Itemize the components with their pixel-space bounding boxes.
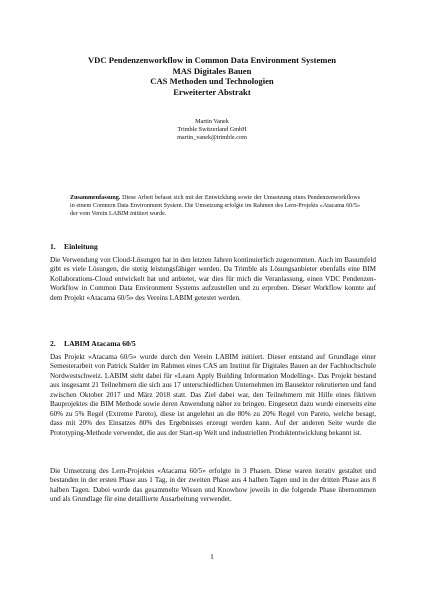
section-2-heading	[50, 339, 136, 348]
section-1-title: Einleitung	[64, 242, 98, 251]
title-line-4: Erweiterter Abstrakt	[173, 86, 251, 97]
title-line-3: CAS Methoden und Technologien	[150, 76, 274, 87]
author-name: Martin Vanek	[195, 118, 229, 125]
title-line-1: VDC Pendenzenworkflow in Common Data Environment Systemen	[87, 55, 337, 65]
author-company: Trimble Switzerland GmbH	[177, 126, 247, 133]
author-email: martin_vanek@trimble.com	[177, 134, 247, 141]
section-2-paragraph-2: Die Umsetzung des Lern-Projektes «Atacama 60/5» erfolgte in 3 Phasen. Diese waren iterativ gestaltet und bestanden in der ersten Phase aus 1 Tag, in der zweiten Phase aus 4 halben Tagen und in der dritten Phase aus 8 halben Tagen. Dabei wurde das gesammelte Wissen und Knowhow jeweils in die folgende Phase übernommen und als Grundlage für eine detaillierte Ausarbeitung verwendet.	[50, 467, 376, 504]
section-1-paragraph: Die Verwendung von Cloud-Lösungen hat in den letzten Jahren kontinuierlich zugenommen. Auch im Bauumfeld gibt es viele Lösungen, die stetig leistungsfähiger werden. Da Trimble als Lösungsanbieter ebenfalls eine BIM Kollaborations-Cloud entwickelt hat und anbietet, war dies für mich die Veranlassung, einen VDC Pendenzen-Workflow in Common Data Environment Systems aufzustellen und zu erproben. Dieser Workflow konnte auf dem Projekt «Atacama 60/5» des Vereins LABIM getestet werden.	[50, 256, 376, 302]
section-2-number: 2.	[50, 339, 56, 348]
section-2-paragraph-1: Das Projekt «Atacama 60/5» wurde durch den Verein LABIM initiiert. Dieser entstand auf Grundlage einer Semesterarbeit von Patrick Stalder im Rahmen eines CAS am Institut für Digitales Bauen an der Fachhochschule Nordwestschweiz. LABIM steht dabei für «Learn Apply Building Information Modelling». Das Projekt bestand aus insgesamt 21 Teilnehmern die sich aus 17 unterschiedlichen Unternehmen im Bausektor rekrutierten und fand zwischen Oktober 2017 und März 2018 statt. Das Ziel dabei war, den Teilnehmern mit Hilfe eines fiktiven Bauprojektes die BIM Methode sowie deren Anwendung näher zu bringen. Eingesetzt dazu wurde einerseits eine 60% zu 5% Regel (Extreme Pareto), diese ist angelehnt an die 80% zu 20% Regel von Pareto, welche besagt, dass mit 20% des Einsatzes 80% des Ergebnisses erzeugt werden kann. Auf der anderen Seite wurde die Prototyping-Methode verwendet, die aus der Start-up Welt und industriellen Produktentwicklung bekannt ist.	[50, 353, 376, 437]
section-1-heading	[50, 242, 98, 251]
abstract	[70, 194, 360, 219]
abstract-label: Zusammenfassung.	[70, 195, 121, 201]
section-2-title: LABIM Atacama 60/5	[64, 339, 136, 348]
page-number: 1	[210, 552, 214, 561]
paper-title	[0, 55, 424, 97]
abstract-text: Diese Arbeit befasst sich mit der Entwicklung sowie der Umsetzung eines Pendenzenworkflows in einem Common Data Environment System. Die Umsetzung erfolgte im Rahmen des Lern-Projekts «Atacama 60/5» der vom Verein LABIM initiiert wurde.	[70, 195, 360, 218]
author-block	[0, 118, 424, 142]
title-line-2: MAS Digitales Bauen	[172, 65, 252, 76]
section-1-number: 1.	[50, 242, 56, 251]
